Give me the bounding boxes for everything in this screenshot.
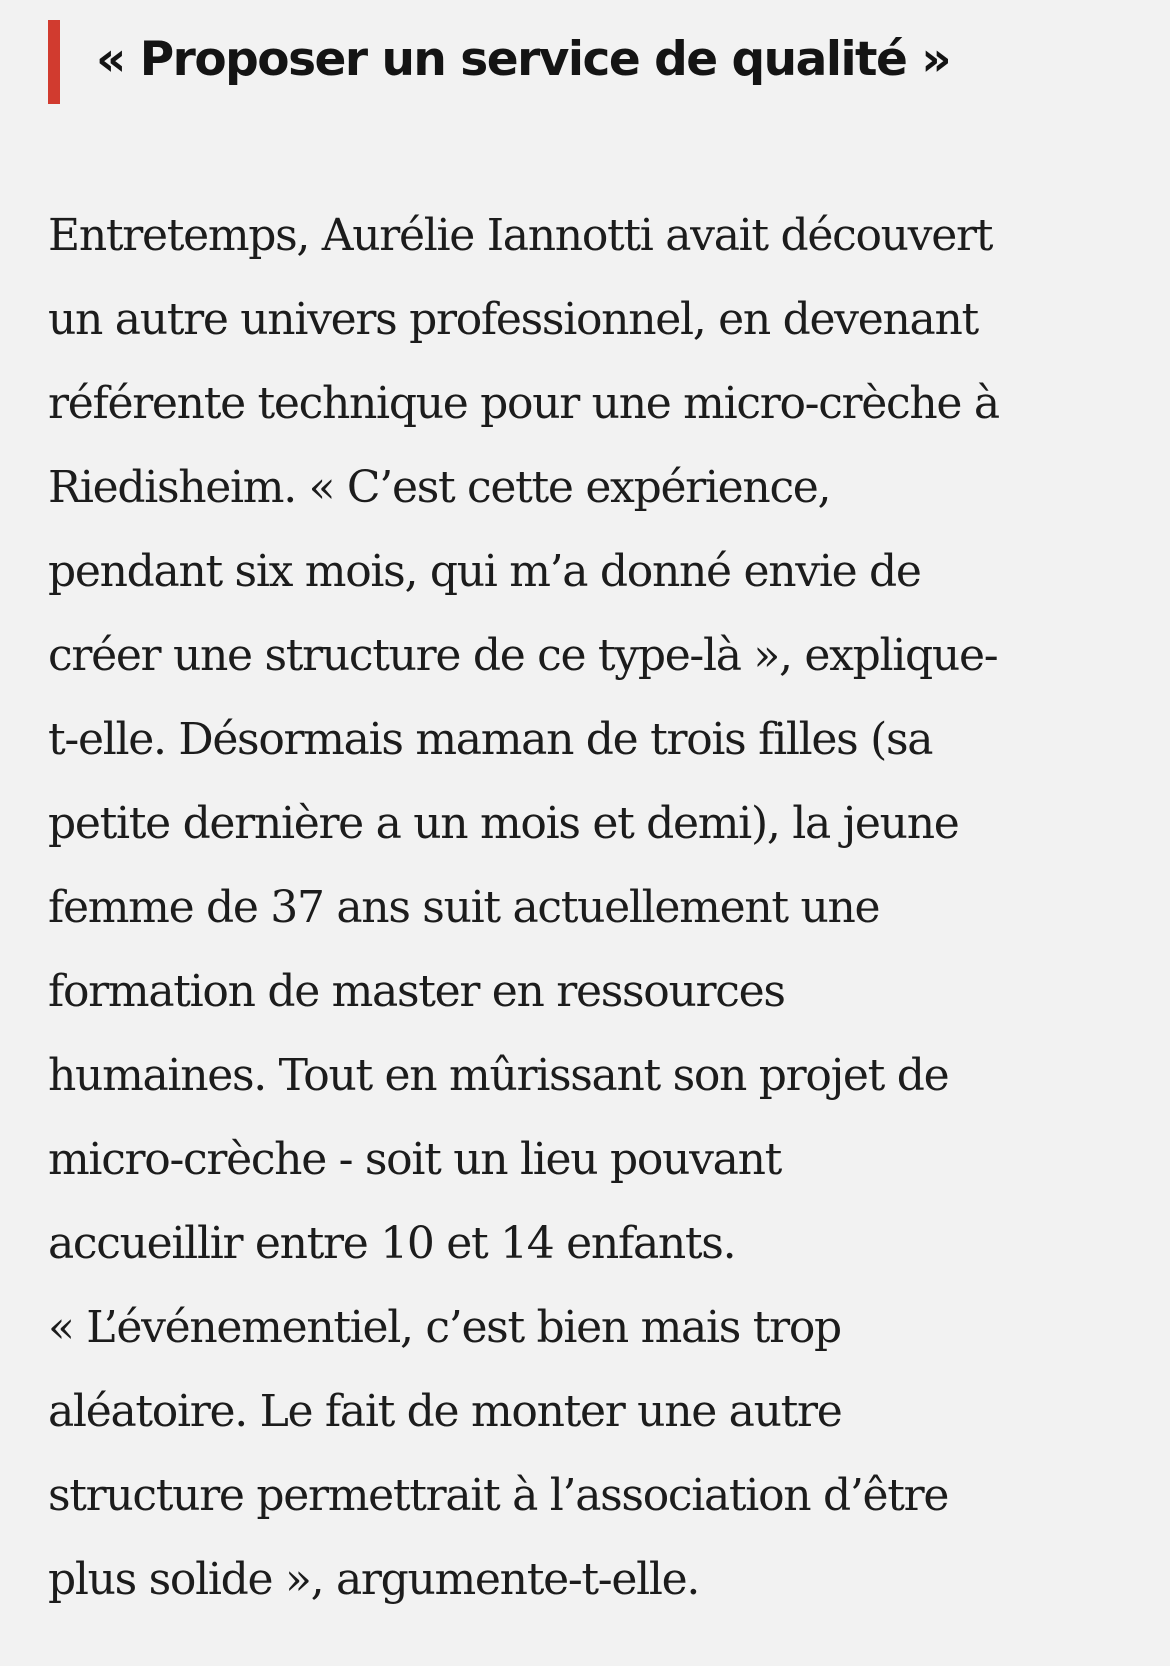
paragraph-line: créer une structure de ce type-là », explique- bbox=[48, 630, 998, 681]
paragraph-line: référente technique pour une micro-crèche à bbox=[48, 378, 999, 429]
paragraph-line: petite dernière a un mois et demi), la jeune bbox=[48, 798, 959, 849]
paragraph-line: micro-crèche - soit un lieu pouvant bbox=[48, 1134, 781, 1185]
paragraph-line: humaines. Tout en mûrissant son projet de bbox=[48, 1050, 949, 1101]
paragraph-line: structure permettrait à l’association d’être bbox=[48, 1470, 949, 1521]
paragraph-line: accueillir entre 10 et 14 enfants. bbox=[48, 1218, 736, 1269]
paragraph-line: un autre univers professionnel, en devenant bbox=[48, 294, 978, 345]
paragraph-line: « L’événementiel, c’est bien mais trop bbox=[48, 1302, 841, 1353]
paragraph-line: Riedisheim. « C’est cette expérience, bbox=[48, 462, 831, 513]
paragraph-line: femme de 37 ans suit actuellement une bbox=[48, 882, 880, 933]
accent-bar bbox=[48, 20, 60, 104]
section-subheading bbox=[48, 20, 1128, 104]
article-paragraph bbox=[48, 194, 1128, 1622]
paragraph-line: t-elle. Désormais maman de trois filles (sa bbox=[48, 714, 933, 765]
paragraph-line: pendant six mois, qui m’a donné envie de bbox=[48, 546, 921, 597]
paragraph-line: formation de master en ressources bbox=[48, 966, 785, 1017]
paragraph-line: aléatoire. Le fait de monter une autre bbox=[48, 1386, 842, 1437]
subheading-text: « Proposer un service de qualité » bbox=[96, 32, 951, 87]
paragraph-line: plus solide », argumente-t-elle. bbox=[48, 1554, 700, 1605]
paragraph-line: Entretemps, Aurélie Iannotti avait découvert bbox=[48, 210, 993, 261]
